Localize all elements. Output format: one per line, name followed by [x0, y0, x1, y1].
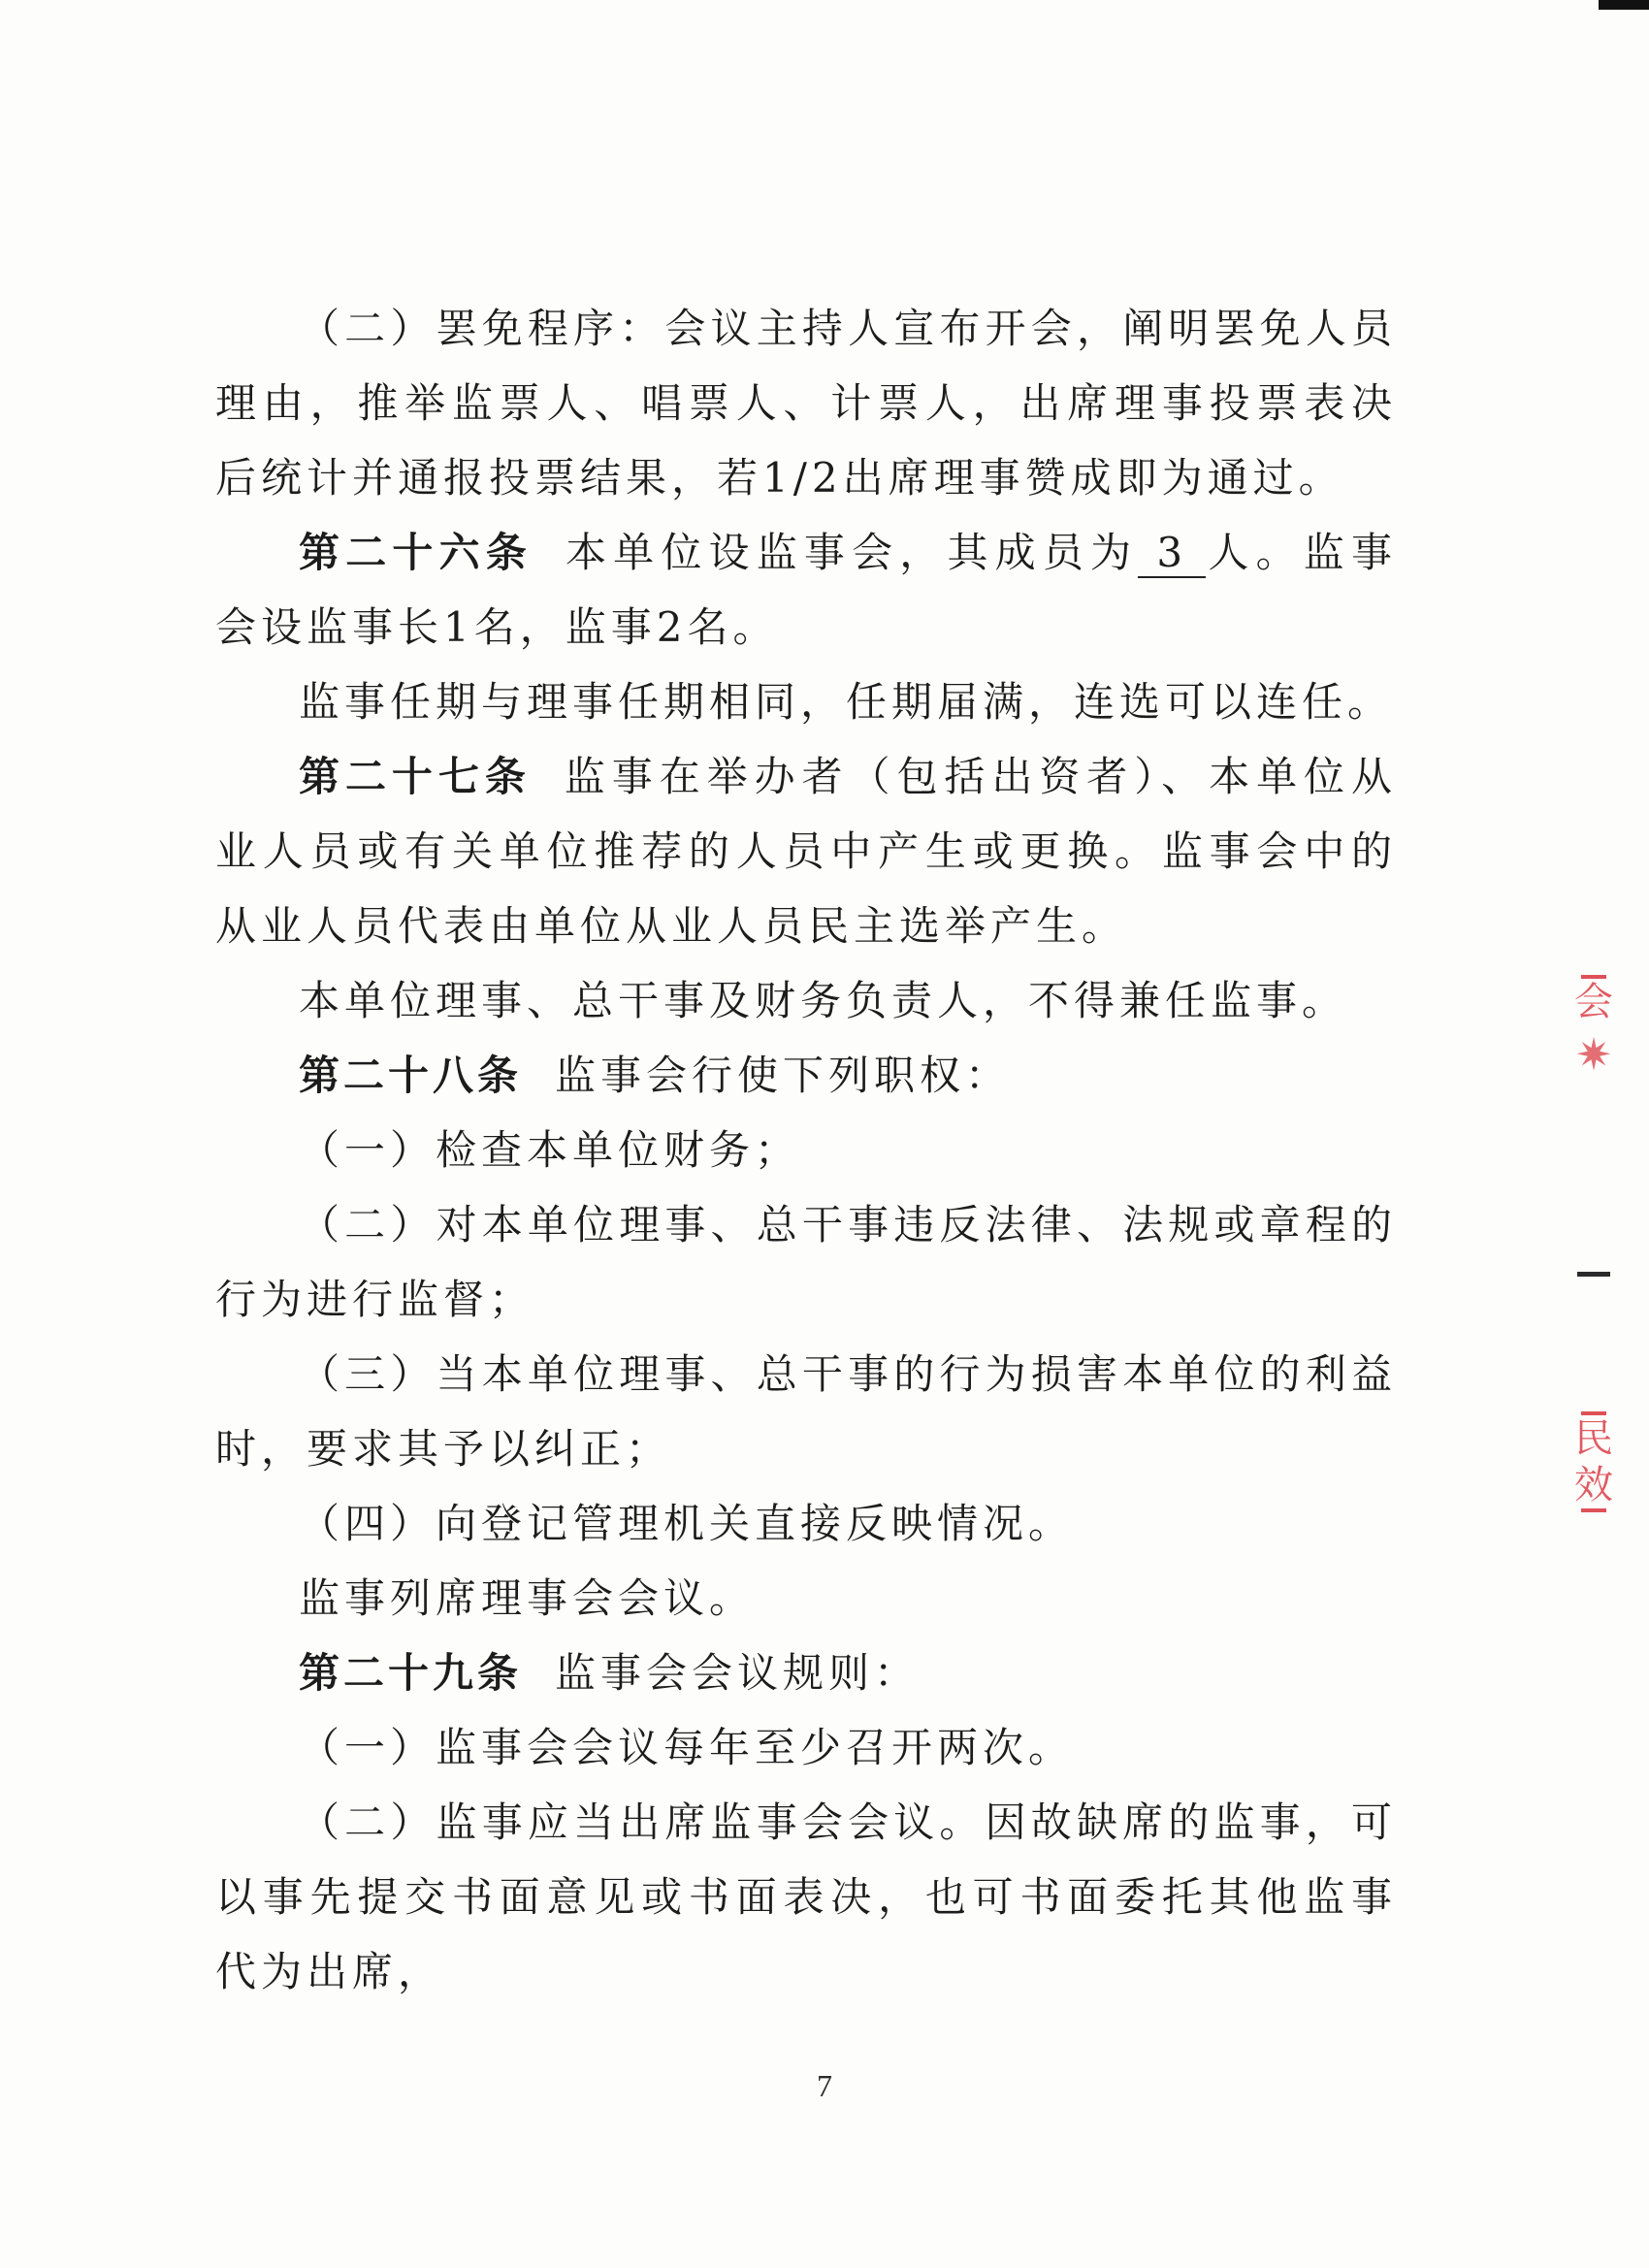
- seal-glyph: 会: [1574, 980, 1613, 1024]
- list-item-2: （二）对本单位理事、总干事违反法律、法规或章程的行为进行监督；: [215, 1201, 1397, 1323]
- paragraph-dismissal-procedure: （二）罢免程序：会议主持人宣布开会，阐明罢免人员理由，推举监票人、唱票人、计票人，出席理事投票表决后统计并通报投票结果，若1/2出席理事赞成即为通过。: [215, 305, 1397, 502]
- seal-fragment-bottom: [1560, 1411, 1628, 1557]
- rule-item-1: （一）监事会会议每年至少召开两次。: [299, 1724, 1075, 1771]
- document-body: [215, 291, 1397, 2009]
- paragraph-supervisor-term: 监事任期与理事任期相同，任期届满，连选可以连任。: [299, 678, 1394, 726]
- article-text: 监事会会议规则：: [555, 1649, 921, 1697]
- seal-fragment-top: [1560, 975, 1628, 1140]
- page-number: 7: [817, 2068, 832, 2103]
- seal-separator: [1560, 1266, 1628, 1285]
- member-count-blank: 3: [1138, 530, 1206, 578]
- article-text-cont: 人。监事会设监事长1名，监事2名。: [215, 529, 1397, 651]
- scan-corner-mark: [1599, 0, 1649, 10]
- article-text: 本单位设监事会，其成员为: [565, 529, 1139, 576]
- article-title: 第二十九条: [299, 1649, 523, 1697]
- article-text: 监事在举办者（包括出资者）、本单位从业人员或有关单位推荐的人员中产生或更换。监事会中的从业人员代表由单位从业人员民主选举产生。: [215, 753, 1397, 950]
- paragraph-attend-council: 监事列席理事会会议。: [299, 1574, 756, 1622]
- list-item-4: （四）向登记管理机关直接反映情况。: [299, 1500, 1075, 1547]
- seal-dash: [1577, 1272, 1610, 1277]
- seal-star-icon: ✷: [1574, 1028, 1613, 1081]
- article-title: 第二十八条: [299, 1052, 523, 1099]
- seal-glyph: 效: [1574, 1463, 1613, 1507]
- article-27: [215, 739, 1397, 963]
- article-title: 第二十六条: [299, 529, 533, 576]
- list-item-3: （三）当本单位理事、总干事的行为损害本单位的利益时，要求其予以纠正；: [215, 1350, 1397, 1473]
- article-text: 监事会行使下列职权：: [555, 1052, 1012, 1099]
- rule-item-2: （二）监事应当出席监事会会议。因故缺席的监事，可以事先提交书面意见或书面表决，也可书面委托其他监事代为出席，: [215, 1798, 1397, 1995]
- seal-edge-line: [1581, 1508, 1606, 1512]
- article-26: [215, 515, 1397, 664]
- article-28: [215, 1038, 1397, 1113]
- seal-glyph: 民: [1574, 1416, 1613, 1461]
- article-title: 第二十七条: [299, 753, 532, 800]
- article-29: [215, 1636, 1397, 1710]
- paragraph-no-concurrent: 本单位理事、总干事及财务负责人，不得兼任监事。: [299, 977, 1348, 1024]
- list-item-1: （一）检查本单位财务；: [299, 1126, 801, 1174]
